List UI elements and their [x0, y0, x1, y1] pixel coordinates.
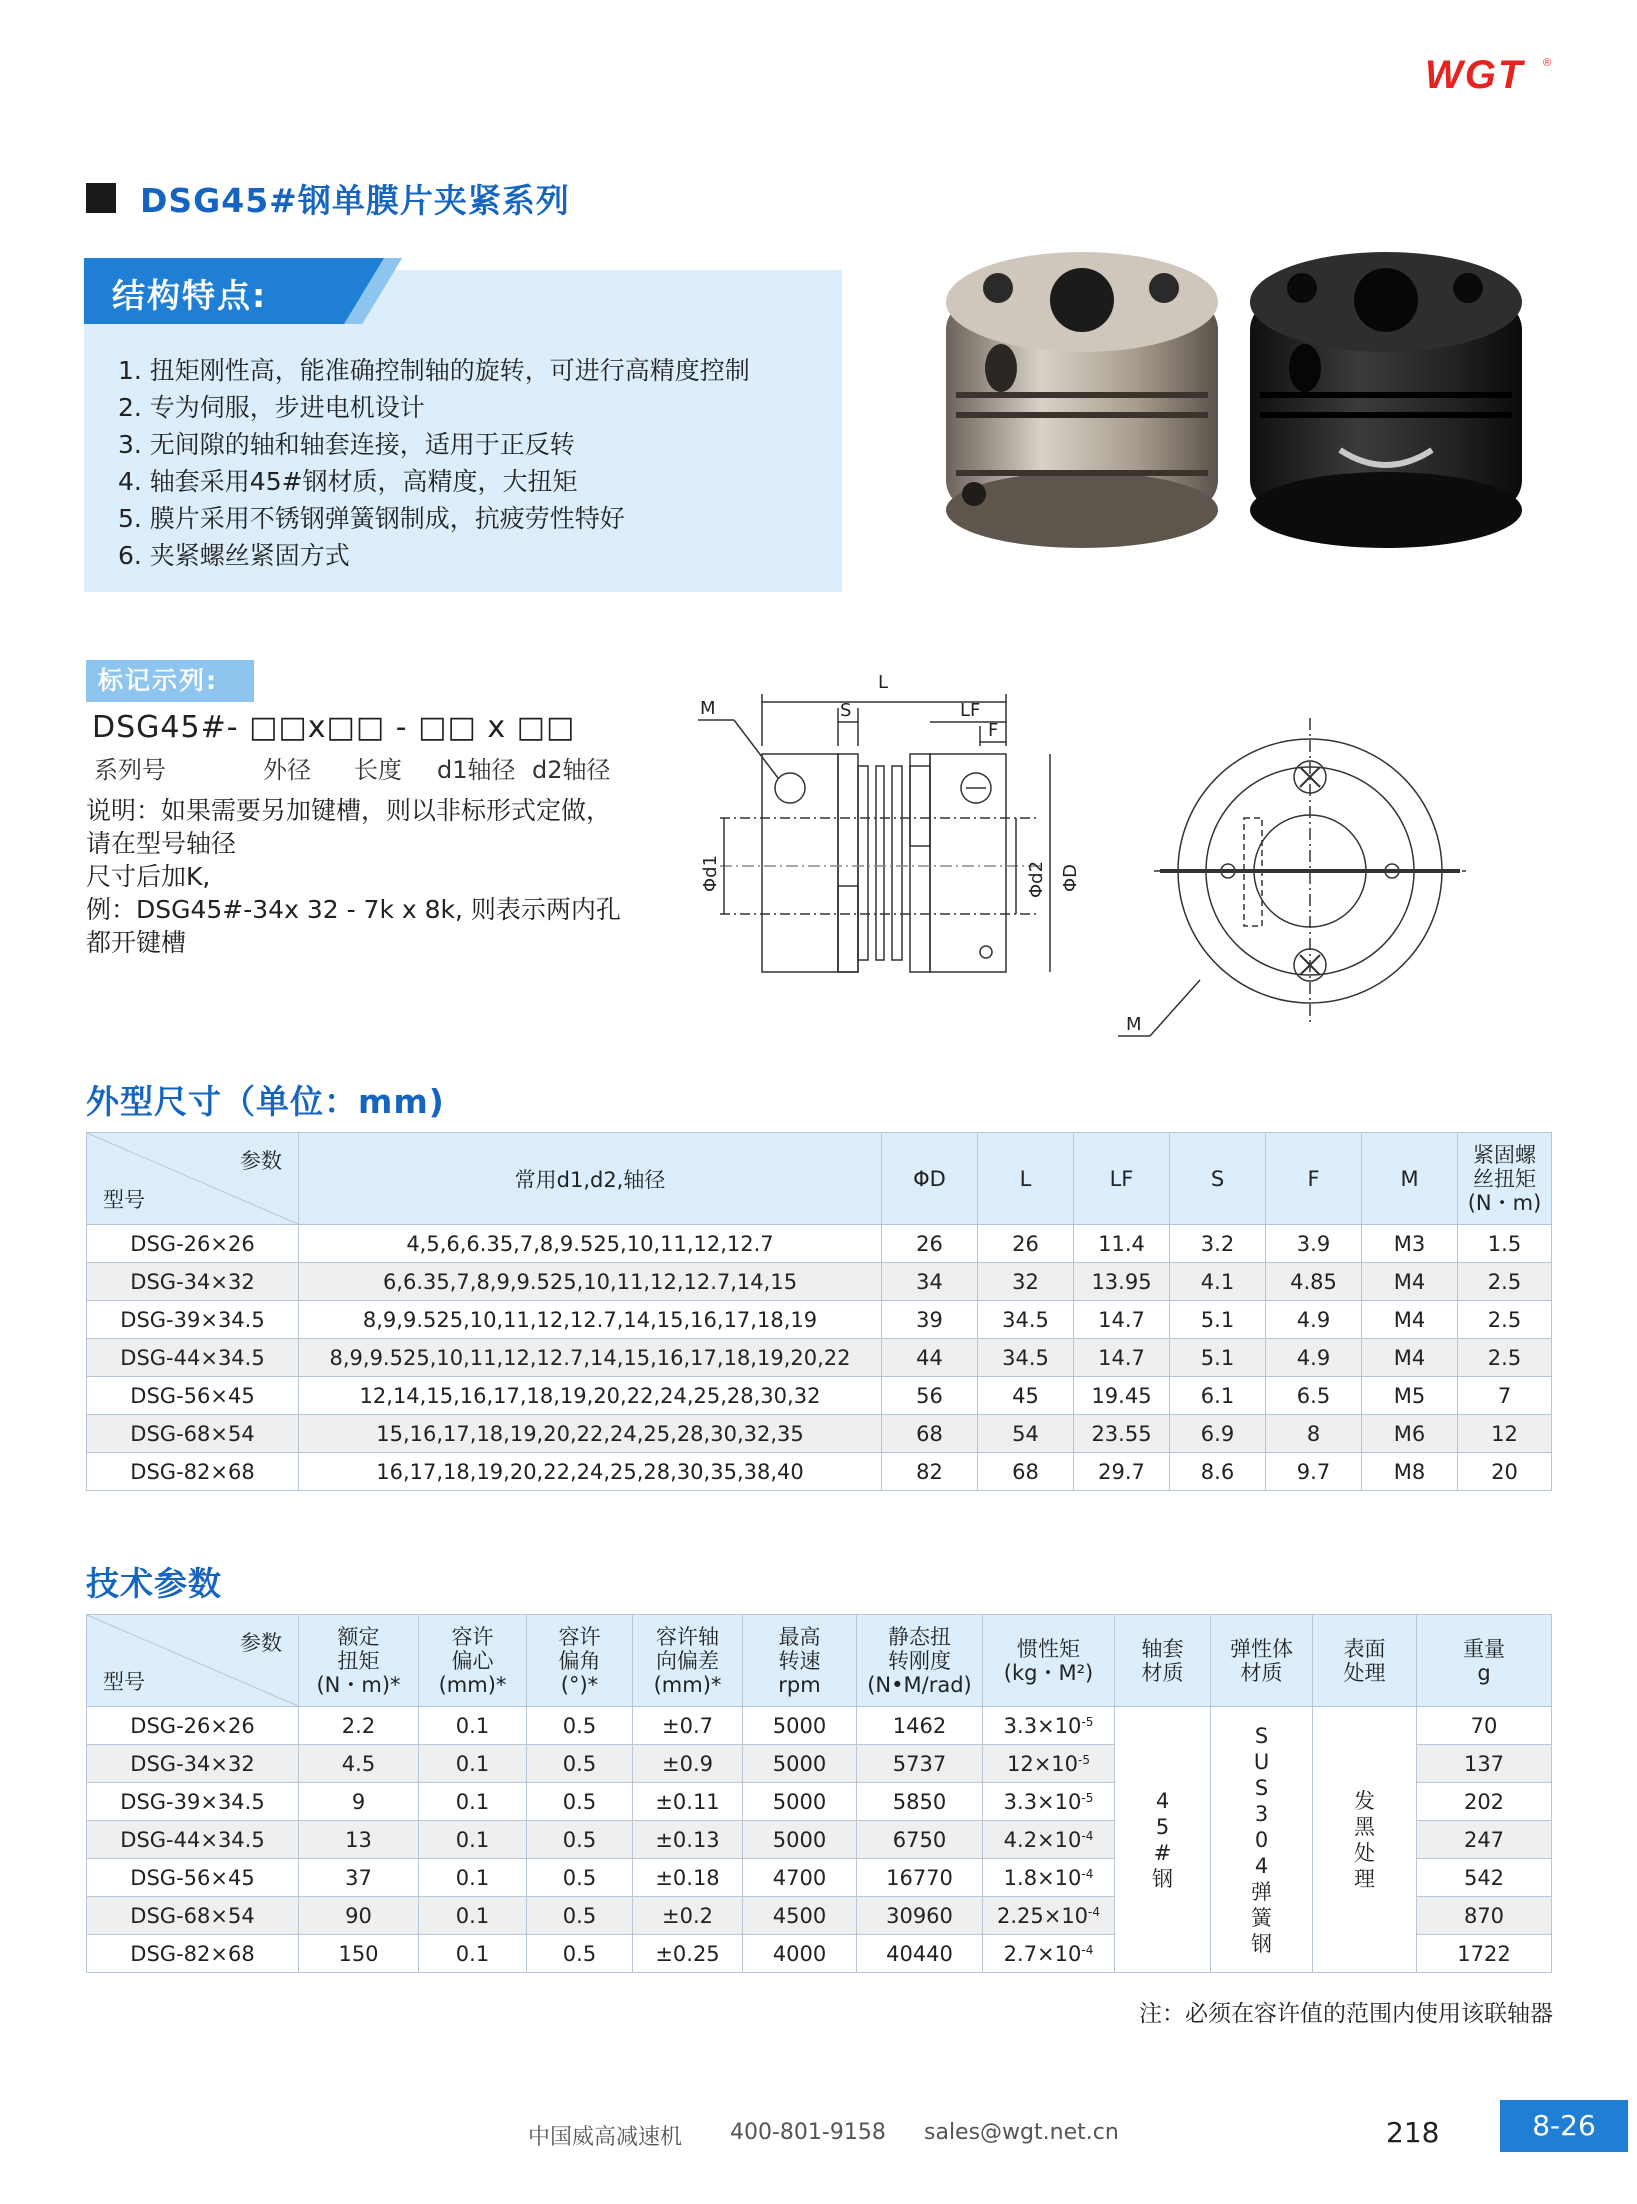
cell-lf: 14.7: [1074, 1301, 1170, 1339]
label-d2: d2轴径: [532, 756, 611, 784]
marking-tab: [86, 660, 254, 702]
cell-inertia: [983, 1859, 1115, 1897]
cell-rpm: 4000: [743, 1935, 857, 1973]
label-outer-diameter: 外径: [263, 756, 311, 784]
technical-drawing: [680, 666, 1580, 1035]
corner-param-label: 参数: [240, 1149, 282, 1173]
cell-outer-diameter: 39: [882, 1301, 978, 1339]
footer-company: 中国威高减速机: [528, 2125, 683, 2150]
cell-ecc: 0.1: [419, 1897, 527, 1935]
header-line: 惯性矩: [1017, 1636, 1080, 1661]
cell-axial: ±0.13: [633, 1821, 743, 1859]
cell-s: 6.9: [1170, 1415, 1266, 1453]
header-line: 扭矩: [337, 1648, 380, 1673]
cell-inertia: [983, 1821, 1115, 1859]
features-list: [118, 352, 750, 574]
cell-outer-diameter: 34: [882, 1263, 978, 1301]
header-line: (kg・M²): [1003, 1660, 1094, 1685]
cell-shaft-diameters: 16,17,18,19,20,22,24,25,28,30,35,38,40: [299, 1453, 882, 1491]
cell-rpm: 4500: [743, 1897, 857, 1935]
cell-stiff: 1462: [857, 1707, 983, 1745]
cell-lf: 14.7: [1074, 1339, 1170, 1377]
cell-model: DSG-56×45: [87, 1859, 299, 1897]
cell-f: 9.7: [1266, 1453, 1362, 1491]
cell-torque: 150: [299, 1935, 419, 1973]
cell-lf: 11.4: [1074, 1225, 1170, 1263]
col-header-screw-torque: [1458, 1133, 1552, 1225]
cell-inertia: [983, 1935, 1115, 1973]
feature-item: 6. 夹紧螺丝紧固方式: [118, 541, 350, 570]
cell-model: DSG-56×45: [87, 1377, 299, 1415]
cell-s: 5.1: [1170, 1301, 1266, 1339]
col-header-L: L: [978, 1133, 1074, 1225]
inertia-exponent: -5: [1081, 1790, 1094, 1805]
cell-f: 3.9: [1266, 1225, 1362, 1263]
coupling-silver-photo: [946, 250, 1218, 550]
cell-angle: 0.5: [527, 1783, 633, 1821]
cell-screw: M8: [1362, 1453, 1458, 1491]
cell-weight: 137: [1417, 1745, 1552, 1783]
cell-model: DSG-39×34.5: [87, 1301, 299, 1339]
cell-weight: 247: [1417, 1821, 1552, 1859]
inertia-exponent: -5: [1078, 1752, 1090, 1767]
cell-stiff: 6750: [857, 1821, 983, 1859]
desc-line: 说明：如果需要另加键槽，则以非标形式定做，: [86, 796, 612, 825]
col-header-shaft: 常用d1,d2,轴径: [299, 1133, 882, 1225]
cell-elastic-material-text: SUS304弹簧钢: [1251, 1723, 1272, 1956]
label-length: 长度: [354, 756, 402, 784]
cell-stiff: 16770: [857, 1859, 983, 1897]
cell-screw-torque: 2.5: [1458, 1339, 1552, 1377]
header-line: rpm: [778, 1672, 821, 1697]
dims-heading: 外型尺寸（单位：mm): [86, 1082, 445, 1121]
cell-inertia: [983, 1783, 1115, 1821]
usage-note: 注：必须在容许值的范围内使用该联轴器: [1139, 2001, 1553, 2027]
dim-label-LF: LF: [960, 700, 981, 721]
header-line: 容许轴: [656, 1624, 719, 1649]
cell-f: 4.85: [1266, 1263, 1362, 1301]
cell-lf: 13.95: [1074, 1263, 1170, 1301]
corner-param-label: 参数: [240, 1631, 282, 1655]
cell-s: 6.1: [1170, 1377, 1266, 1415]
cell-shaft-diameters: 12,14,15,16,17,18,19,20,22,24,25,28,30,32: [299, 1377, 882, 1415]
table-row: [87, 1453, 1552, 1491]
table-row: [87, 1225, 1552, 1263]
cell-surface: [1313, 1707, 1417, 1973]
dims-corner-header: [87, 1133, 299, 1225]
cell-screw: M5: [1362, 1377, 1458, 1415]
cell-inertia: [983, 1745, 1115, 1783]
cell-torque: 37: [299, 1859, 419, 1897]
col-header-F: F: [1266, 1133, 1362, 1225]
cell-shaft-diameters: 15,16,17,18,19,20,22,24,25,28,30,32,35: [299, 1415, 882, 1453]
dim-label-L: L: [878, 672, 889, 693]
cell-stiff: 5737: [857, 1745, 983, 1783]
inertia-exponent: -5: [1081, 1714, 1094, 1729]
inertia-exponent: -4: [1081, 1942, 1094, 1957]
cell-screw: M4: [1362, 1263, 1458, 1301]
col-header-LF: LF: [1074, 1133, 1170, 1225]
inertia-exponent: -4: [1081, 1828, 1094, 1843]
cell-screw: M4: [1362, 1339, 1458, 1377]
feature-item: 5. 膜片采用不锈钢弹簧钢制成，抗疲劳性特好: [118, 504, 625, 533]
header-line: (N・m): [1467, 1190, 1542, 1215]
dim-label-F: F: [988, 720, 999, 741]
cell-length: 32: [978, 1263, 1074, 1301]
inertia-base: 2.7×10: [1003, 1941, 1082, 1966]
header-line: 处理: [1343, 1660, 1386, 1685]
feature-item: 2. 专为伺服，步进电机设计: [118, 393, 425, 422]
cell-ecc: 0.1: [419, 1745, 527, 1783]
cell-shaft-diameters: 6,6.35,7,8,9,9.525,10,11,12,12.7,14,15: [299, 1263, 882, 1301]
cell-angle: 0.5: [527, 1821, 633, 1859]
header-line: 偏角: [558, 1648, 601, 1673]
cell-stiff: 5850: [857, 1783, 983, 1821]
cell-length: 34.5: [978, 1339, 1074, 1377]
cell-weight: 70: [1417, 1707, 1552, 1745]
header-line: 转速: [778, 1648, 821, 1673]
cell-angle: 0.5: [527, 1935, 633, 1973]
cell-weight: 542: [1417, 1859, 1552, 1897]
page-number: 218: [1386, 2116, 1440, 2149]
cell-torque: 13: [299, 1821, 419, 1859]
cell-torque: 4.5: [299, 1745, 419, 1783]
tech-heading: 技术参数: [86, 1564, 222, 1603]
tech-col-header: [527, 1615, 633, 1707]
cell-length: 54: [978, 1415, 1074, 1453]
cell-shaft-diameters: 4,5,6,6.35,7,8,9.525,10,11,12,12.7: [299, 1225, 882, 1263]
cell-elastic-material: [1211, 1707, 1313, 1973]
wgt-logo: [1425, 52, 1555, 96]
tech-col-header: [1417, 1615, 1552, 1707]
cell-model: DSG-82×68: [87, 1453, 299, 1491]
dim-label-M-side: M: [700, 698, 716, 719]
cell-model: DSG-82×68: [87, 1935, 299, 1973]
header-line: g: [1477, 1660, 1491, 1685]
cell-screw-torque: 20: [1458, 1453, 1552, 1491]
col-header-S: S: [1170, 1133, 1266, 1225]
col-header-M: M: [1362, 1133, 1458, 1225]
cell-screw-torque: 12: [1458, 1415, 1552, 1453]
cell-model: DSG-26×26: [87, 1225, 299, 1263]
desc-line: 都开键槽: [86, 928, 187, 957]
cell-ecc: 0.1: [419, 1821, 527, 1859]
cell-model: DSG-68×54: [87, 1415, 299, 1453]
coupling-black-photo: [1250, 250, 1522, 550]
cell-rpm: 5000: [743, 1783, 857, 1821]
cell-ecc: 0.1: [419, 1783, 527, 1821]
cell-rpm: 5000: [743, 1707, 857, 1745]
cell-angle: 0.5: [527, 1745, 633, 1783]
cell-lf: 29.7: [1074, 1453, 1170, 1491]
cell-surface-text: 发黑处理: [1354, 1788, 1375, 1891]
svg-text:®: ®: [1543, 57, 1552, 69]
cell-rpm: 5000: [743, 1821, 857, 1859]
cell-rpm: 4700: [743, 1859, 857, 1897]
cell-outer-diameter: 26: [882, 1225, 978, 1263]
features-heading: 结构特点:: [112, 276, 268, 315]
cell-axial: ±0.9: [633, 1745, 743, 1783]
tech-col-header: [983, 1615, 1115, 1707]
dim-label-S: S: [840, 700, 852, 721]
cell-screw-torque: 7: [1458, 1377, 1552, 1415]
dim-label-M-front: M: [1126, 1014, 1142, 1035]
cell-lf: 23.55: [1074, 1415, 1170, 1453]
tech-col-header: [1313, 1615, 1417, 1707]
cell-f: 4.9: [1266, 1301, 1362, 1339]
table-row: [87, 1415, 1552, 1453]
feature-item: 4. 轴套采用45#钢材质，高精度，大扭矩: [118, 467, 578, 496]
header-line: 重量: [1463, 1636, 1505, 1661]
table-row: [87, 1377, 1552, 1415]
cell-outer-diameter: 82: [882, 1453, 978, 1491]
page-title: [86, 176, 570, 220]
cell-shaft-diameters: 8,9,9.525,10,11,12,12.7,14,15,16,17,18,19,20,22: [299, 1339, 882, 1377]
cell-model: DSG-26×26: [87, 1707, 299, 1745]
cell-torque: 2.2: [299, 1707, 419, 1745]
dims-table: [86, 1132, 1552, 1491]
header-line: 弹性体: [1230, 1636, 1293, 1661]
cell-model: DSG-34×32: [87, 1263, 299, 1301]
tech-col-header: [743, 1615, 857, 1707]
cell-angle: 0.5: [527, 1897, 633, 1935]
cell-torque: 90: [299, 1897, 419, 1935]
cell-inertia: [983, 1897, 1115, 1935]
header-line: (mm)*: [438, 1672, 507, 1697]
desc-line: 请在型号轴径: [86, 829, 237, 858]
cell-inertia: [983, 1707, 1115, 1745]
cell-screw-torque: 2.5: [1458, 1301, 1552, 1339]
cell-axial: ±0.18: [633, 1859, 743, 1897]
model-code: DSG45#- □□x□□ - □□ x □□: [92, 710, 576, 745]
cell-ecc: 0.1: [419, 1707, 527, 1745]
tech-col-header: [1211, 1615, 1313, 1707]
cell-hub-material-text: 45#钢: [1152, 1788, 1173, 1891]
header-line: 静态扭: [888, 1624, 951, 1649]
tech-corner-header: [87, 1615, 299, 1707]
header-line: 额定: [337, 1624, 380, 1649]
marking-description: [86, 794, 621, 959]
title-square-icon: [86, 183, 116, 213]
cell-angle: 0.5: [527, 1859, 633, 1897]
desc-line: 尺寸后加K,: [86, 862, 211, 891]
cell-outer-diameter: 56: [882, 1377, 978, 1415]
footer-email[interactable]: sales@wgt.net.cn: [924, 2120, 1119, 2145]
tech-col-header: [857, 1615, 983, 1707]
header-line: 丝扭矩: [1473, 1166, 1536, 1191]
corner-model-label: 型号: [103, 1188, 145, 1212]
corner-model-label: 型号: [103, 1670, 145, 1694]
page-title-text: DSG45#钢单膜片夹紧系列: [140, 180, 570, 220]
cell-model: DSG-68×54: [87, 1897, 299, 1935]
dim-label-D: ΦD: [1060, 863, 1081, 892]
cell-length: 45: [978, 1377, 1074, 1415]
header-line: 偏心: [451, 1648, 494, 1673]
svg-text:WGT: WGT: [1425, 53, 1525, 97]
header-line: (mm)*: [653, 1672, 722, 1697]
cell-screw: M6: [1362, 1415, 1458, 1453]
cell-f: 6.5: [1266, 1377, 1362, 1415]
cell-axial: ±0.2: [633, 1897, 743, 1935]
cell-ecc: 0.1: [419, 1859, 527, 1897]
tech-col-header: [1115, 1615, 1211, 1707]
cell-model: DSG-39×34.5: [87, 1783, 299, 1821]
cell-outer-diameter: 68: [882, 1415, 978, 1453]
cell-ecc: 0.1: [419, 1935, 527, 1973]
footer-phone: 400-801-9158: [730, 2120, 886, 2145]
table-row: [87, 1707, 1552, 1745]
cell-axial: ±0.7: [633, 1707, 743, 1745]
header-line: 最高: [778, 1624, 821, 1649]
table-row: [87, 1301, 1552, 1339]
label-d1: d1轴径: [437, 756, 516, 784]
cell-stiff: 40440: [857, 1935, 983, 1973]
label-series: 系列号: [94, 756, 166, 784]
cell-hub-material: [1115, 1707, 1211, 1973]
header-line: (°)*: [560, 1672, 599, 1697]
cell-model: DSG-44×34.5: [87, 1821, 299, 1859]
header-line: 材质: [1141, 1660, 1184, 1685]
dim-label-d1: Φd1: [700, 854, 721, 892]
header-line: 表面: [1343, 1636, 1386, 1661]
header-line: 材质: [1240, 1660, 1283, 1685]
inertia-base: 2.25×10: [996, 1903, 1089, 1928]
cell-weight: 870: [1417, 1897, 1552, 1935]
cell-screw-torque: 2.5: [1458, 1263, 1552, 1301]
header-line: 紧固螺: [1473, 1142, 1536, 1167]
cell-s: 4.1: [1170, 1263, 1266, 1301]
inertia-base: 3.3×10: [1003, 1713, 1082, 1738]
cell-rpm: 5000: [743, 1745, 857, 1783]
desc-line: 例：DSG45#-34x 32 - 7k x 8k, 则表示两内孔: [86, 895, 621, 924]
table-row: [87, 1339, 1552, 1377]
cell-angle: 0.5: [527, 1707, 633, 1745]
header-line: 容许: [451, 1624, 494, 1649]
section-tab: 8-26: [1500, 2100, 1628, 2152]
feature-item: 3. 无间隙的轴和轴套连接，适用于正反转: [118, 430, 575, 459]
cell-length: 68: [978, 1453, 1074, 1491]
cell-s: 3.2: [1170, 1225, 1266, 1263]
col-header-D: ΦD: [882, 1133, 978, 1225]
inertia-base: 12×10: [1006, 1751, 1079, 1776]
cell-axial: ±0.11: [633, 1783, 743, 1821]
cell-s: 5.1: [1170, 1339, 1266, 1377]
cell-weight: 1722: [1417, 1935, 1552, 1973]
tech-col-header: [419, 1615, 527, 1707]
header-line: 向偏差: [656, 1648, 719, 1673]
cell-s: 8.6: [1170, 1453, 1266, 1491]
cell-f: 4.9: [1266, 1339, 1362, 1377]
header-line: (N•M/rad): [867, 1672, 972, 1697]
inertia-exponent: -4: [1088, 1904, 1101, 1919]
header-line: (N・m)*: [316, 1672, 401, 1697]
marking-heading: 标记示列:: [98, 666, 218, 695]
cell-lf: 19.45: [1074, 1377, 1170, 1415]
cell-stiff: 30960: [857, 1897, 983, 1935]
cell-screw-torque: 1.5: [1458, 1225, 1552, 1263]
cell-torque: 9: [299, 1783, 419, 1821]
cell-f: 8: [1266, 1415, 1362, 1453]
tech-table: [86, 1614, 1552, 1973]
feature-item: 1. 扭矩刚性高，能准确控制轴的旋转，可进行高精度控制: [118, 356, 750, 385]
cell-weight: 202: [1417, 1783, 1552, 1821]
inertia-base: 1.8×10: [1003, 1865, 1082, 1890]
header-line: 容许: [558, 1624, 601, 1649]
inertia-base: 3.3×10: [1003, 1789, 1082, 1814]
cell-model: DSG-34×32: [87, 1745, 299, 1783]
tech-col-header: [299, 1615, 419, 1707]
dim-label-d2: Φd2: [1026, 860, 1047, 898]
header-line: 轴套: [1141, 1636, 1184, 1661]
cell-outer-diameter: 44: [882, 1339, 978, 1377]
header-line: 转刚度: [888, 1648, 951, 1673]
cell-axial: ±0.25: [633, 1935, 743, 1973]
table-row: [87, 1263, 1552, 1301]
inertia-base: 4.2×10: [1003, 1827, 1082, 1852]
cell-screw: M3: [1362, 1225, 1458, 1263]
cell-length: 34.5: [978, 1301, 1074, 1339]
tech-col-header: [633, 1615, 743, 1707]
cell-model: DSG-44×34.5: [87, 1339, 299, 1377]
inertia-exponent: -4: [1081, 1866, 1094, 1881]
cell-shaft-diameters: 8,9,9.525,10,11,12,12.7,14,15,16,17,18,19: [299, 1301, 882, 1339]
cell-screw: M4: [1362, 1301, 1458, 1339]
cell-length: 26: [978, 1225, 1074, 1263]
